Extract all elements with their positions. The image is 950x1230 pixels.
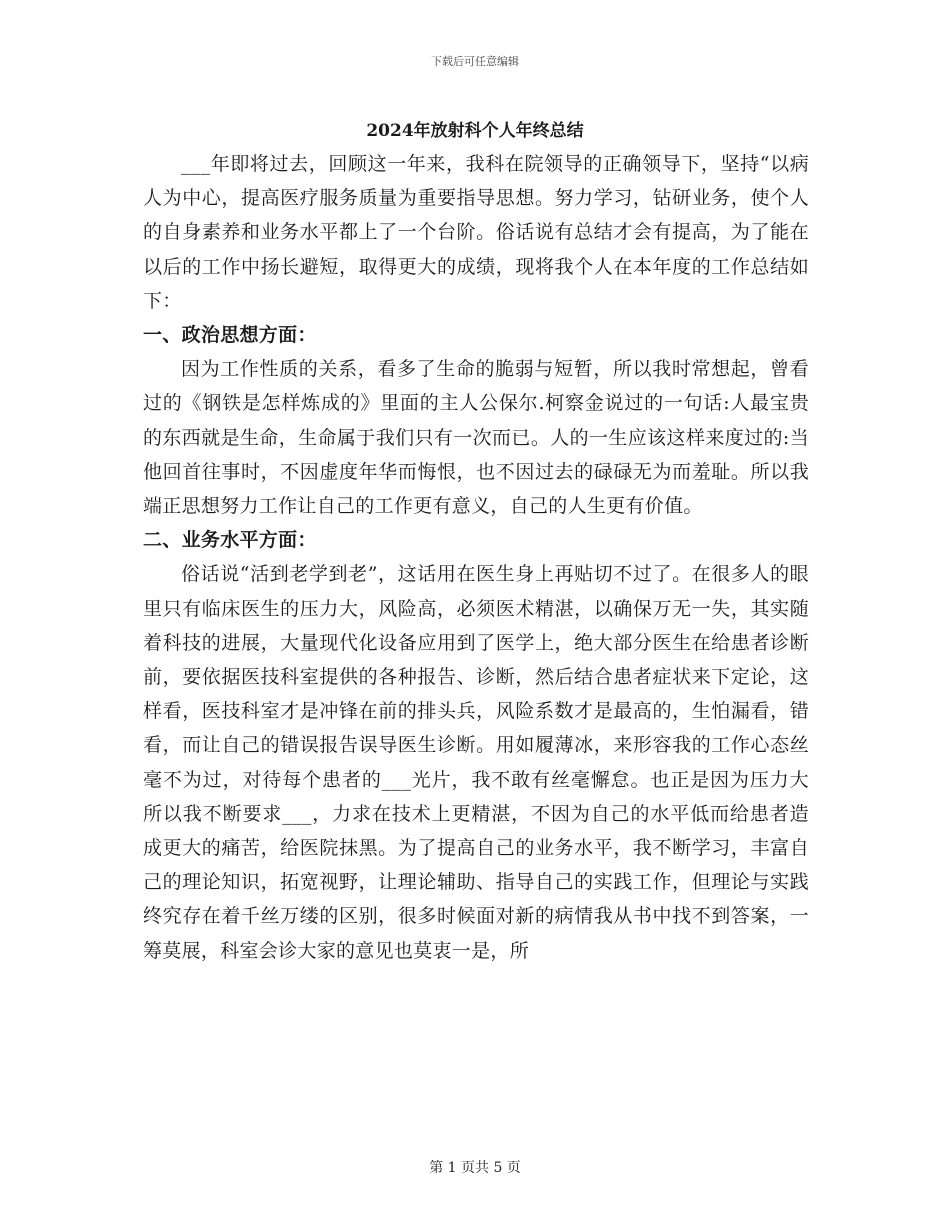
section-heading-political: 一、政治思想方面：	[143, 324, 317, 347]
intro-paragraph: ___年即将过去，回顾这一年来，我科在院领导的正确领导下，坚持“以病人为中心，提高医疗服务质量为重要指导思想。努力学习，钻研业务，使个人的自身素养和业务水平都上了一个台阶。俗话说有总结才会有提高，为了能在以后的工作中扬长避短，取得更大的成绩，现将我个人在本年度的工作总结如下：	[143, 153, 809, 312]
page-footer: 第 1 页共 5 页	[429, 1160, 521, 1176]
document-title: 2024年放射科个人年终总结	[366, 121, 584, 141]
section-heading-professional: 二、业务水平方面：	[143, 529, 317, 552]
page-header-note: 下载后可任意编辑	[431, 55, 519, 68]
section-body-professional: 俗话说“活到老学到老”，这话用在医生身上再贴切不过了。在很多人的眼里只有临床医生的压力大，风险高，必须医术精湛，以确保万无一失，其实随着科技的进展，大量现代化设备应用到了医学上，绝大部分医生在给患者诊断前，要依据医技科室提供的各种报告、诊断，然后结合患者症状来下定论，这样看，医技科室才是冲锋在前的排头兵，风险系数才是最高的，生怕漏看，错看，而让自己的错误报告误导医生诊断。用如履薄冰，来形容我的工作心态丝毫不为过，对待每个患者的___光片，我不敢有丝毫懈怠。也正是因为压力大所以我不断要求___，力求在技术上更精湛，不因为自己的水平低而给患者造成更大的痛苦，给医院抹黑。为了提高自己的业务水平，我不断学习，丰富自己的理论知识，拓宽视野，让理论辅助、指导自己的实践工作，但理论与实践终究存在着千丝万缕的区别，很多时候面对新的病情我从书中找不到答案，一筹莫展，科室会诊大家的意见也莫衷一是，所	[143, 563, 809, 962]
document-body	[143, 147, 809, 968]
section-body-political: 因为工作性质的关系，看多了生命的脆弱与短暂，所以我时常想起，曾看过的《钢铁是怎样炼成的》里面的主人公保尔.柯察金说过的一句话:人最宝贵的东西就是生命，生命属于我们只有一次而已。人的一生应该这样来度过的:当他回首往事时，不因虚度年华而悔恨，也不因过去的碌碌无为而羞耻。所以我端正思想努力工作让自己的工作更有意义，自己的人生更有价值。	[143, 358, 809, 518]
